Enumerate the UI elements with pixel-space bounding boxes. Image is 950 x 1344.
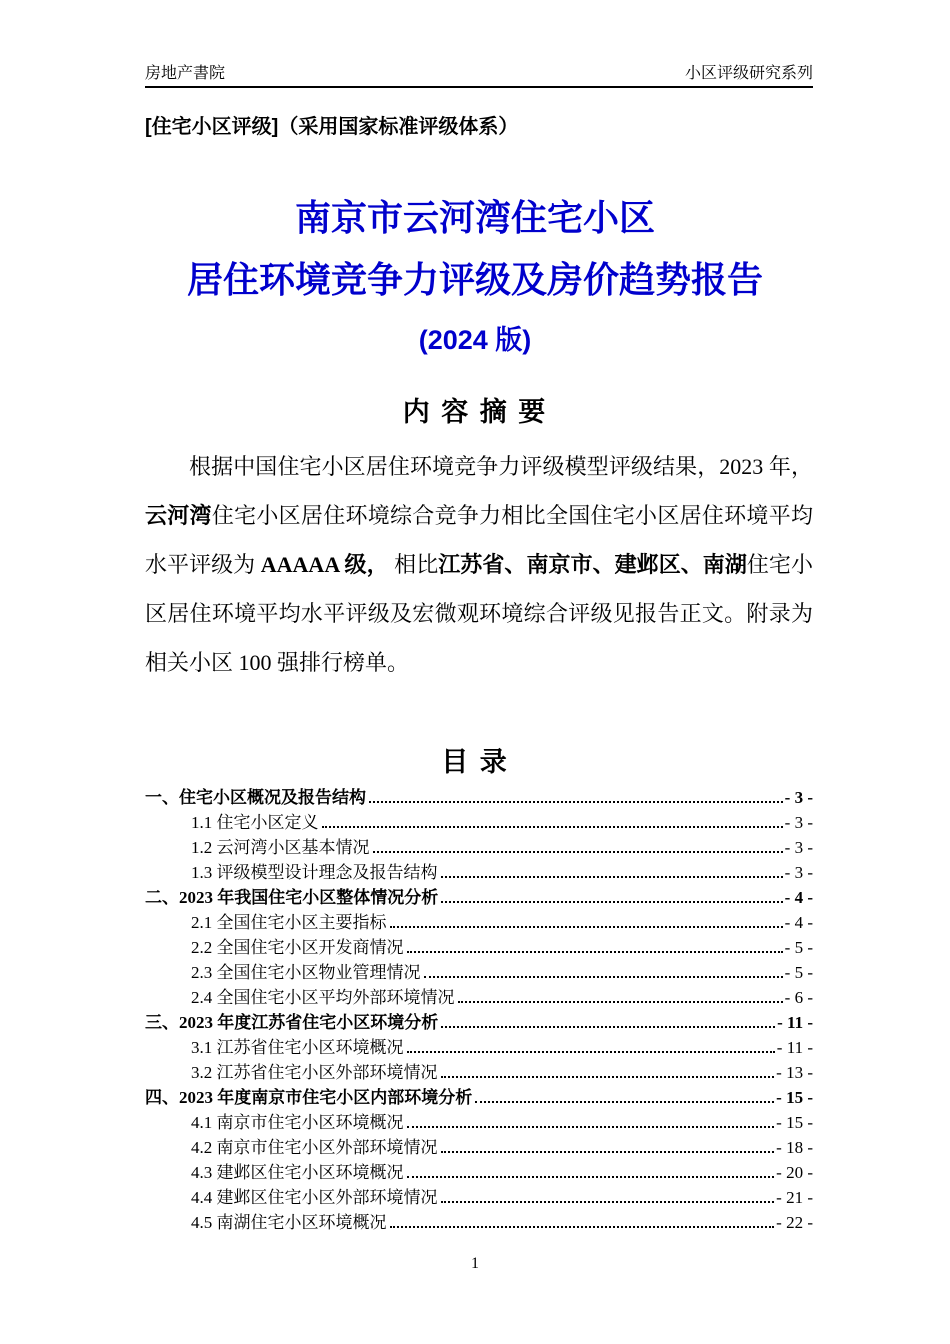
toc-leader-dots: [458, 1001, 783, 1003]
report-title-line2: 居住环境竞争力评级及房价趋势报告: [186, 259, 763, 300]
toc-item-label: 4.4 建邺区住宅小区外部环境情况: [191, 1188, 438, 1207]
toc-item[interactable]: [145, 835, 813, 860]
toc-item-label: 2.3 全国住宅小区物业管理情况: [191, 963, 421, 982]
toc-item-page: - 11 -: [776, 1038, 813, 1057]
toc-leader-dots: [373, 851, 783, 853]
toc-leader-dots: [441, 1076, 775, 1078]
toc-item[interactable]: [145, 860, 813, 885]
toc-leader-dots: [390, 926, 783, 928]
abstract-bold-text: 江苏省、南京市、建邺区、南湖: [438, 552, 747, 577]
report-edition: (2024 版): [418, 325, 532, 355]
toc-item-page: - 3 -: [784, 788, 813, 807]
report-title-line1: 南京市云河湾住宅小区: [294, 197, 655, 238]
toc-item-label: 1.1 住宅小区定义: [191, 813, 319, 832]
toc-item[interactable]: [145, 910, 813, 935]
abstract-paragraph: [145, 442, 813, 687]
toc-item[interactable]: [145, 785, 813, 810]
toc-item-page: - 5 -: [784, 963, 813, 982]
toc-item-label: 二、2023 年我国住宅小区整体情况分析: [145, 888, 439, 907]
toc-item-page: - 5 -: [784, 938, 813, 957]
toc-leader-dots: [407, 1176, 775, 1178]
toc-item-page: - 21 -: [776, 1188, 813, 1207]
toc-item-page: - 3 -: [784, 838, 813, 857]
toc-item-page: - 20 -: [776, 1163, 813, 1182]
toc-item-page: - 6 -: [784, 988, 813, 1007]
toc-item[interactable]: [145, 885, 813, 910]
toc-leader-dots: [441, 1201, 775, 1203]
toc-item[interactable]: [145, 935, 813, 960]
page-header: [145, 60, 813, 88]
toc-item-page: - 13 -: [776, 1063, 813, 1082]
toc-leader-dots: [390, 1226, 775, 1228]
toc-item-label: 三、2023 年度江苏省住宅小区环境分析: [145, 1013, 439, 1032]
abstract-text: 相比: [388, 552, 439, 577]
toc-item-label: 4.5 南湖住宅小区环境概况: [191, 1213, 387, 1232]
toc-list: [145, 785, 813, 1235]
toc-item-page: - 3 -: [784, 863, 813, 882]
abstract-text: 根据中国住宅小区居住环境竞争力评级模型评级结果，2023 年，: [189, 454, 813, 479]
toc-leader-dots: [407, 1126, 775, 1128]
toc-item[interactable]: [145, 810, 813, 835]
toc-item-label: 四、2023 年度南京市住宅小区内部环境分析: [145, 1088, 473, 1107]
toc-heading: 目 录: [441, 747, 509, 777]
toc-leader-dots: [441, 1151, 775, 1153]
toc-item-label: 1.3 评级模型设计理念及报告结构: [191, 863, 438, 882]
abstract-bold-text: 云河湾: [145, 503, 212, 528]
toc-leader-dots: [407, 1051, 775, 1053]
toc-item[interactable]: [145, 1160, 813, 1185]
toc-item-page: - 15 -: [776, 1113, 813, 1132]
toc-leader-dots: [407, 951, 783, 953]
abstract-text: 住宅小区居住环境平均水平评级及宏微观环境综合评级见报告正文。附录为相关小区 100 强排行榜单。: [145, 552, 813, 675]
toc-item-label: 4.1 南京市住宅小区环境概况: [191, 1113, 404, 1132]
header-left-text: 房地产書院: [145, 65, 226, 82]
toc-item-page: - 11 -: [777, 1013, 813, 1032]
toc-item[interactable]: [145, 1035, 813, 1060]
toc-item-label: 3.1 江苏省住宅小区环境概况: [191, 1038, 404, 1057]
toc-item-label: 一、住宅小区概况及报告结构: [145, 788, 366, 807]
toc-item[interactable]: [145, 985, 813, 1010]
toc-item-page: - 4 -: [784, 888, 813, 907]
page-number: 1: [471, 1255, 479, 1272]
toc-item-label: 2.1 全国住宅小区主要指标: [191, 913, 387, 932]
toc-leader-dots: [424, 976, 783, 978]
toc-leader-dots: [441, 1026, 775, 1028]
toc-item[interactable]: [145, 1185, 813, 1210]
toc-leader-dots: [322, 826, 783, 828]
abstract-heading: 内 容 摘 要: [402, 397, 548, 427]
toc-leader-dots: [369, 801, 783, 803]
toc-leader-dots: [441, 876, 783, 878]
toc-item-label: 3.2 江苏省住宅小区外部环境情况: [191, 1063, 438, 1082]
header-right-text: 小区评级研究系列: [684, 65, 813, 82]
toc-item[interactable]: [145, 1210, 813, 1235]
toc-item-page: - 18 -: [776, 1138, 813, 1157]
toc-item[interactable]: [145, 1010, 813, 1035]
toc-item-label: 2.4 全国住宅小区平均外部环境情况: [191, 988, 455, 1007]
toc-item-label: 1.2 云河湾小区基本情况: [191, 838, 370, 857]
toc-item-page: - 3 -: [784, 813, 813, 832]
toc-item-label: 2.2 全国住宅小区开发商情况: [191, 938, 404, 957]
toc-item-label: 4.2 南京市住宅小区外部环境情况: [191, 1138, 438, 1157]
abstract-bold-text: AAAAA 级，: [260, 552, 389, 577]
toc-leader-dots: [441, 901, 782, 903]
toc-item[interactable]: [145, 1110, 813, 1135]
toc-item[interactable]: [145, 1060, 813, 1085]
toc-item-page: - 15 -: [776, 1088, 813, 1107]
rating-system-note: [住宅小区评级]（采用国家标准评级体系）: [145, 116, 519, 138]
abstract-text: 住宅小区居住环境综合竞争力相比全国住宅小区居住环境平均水平评级为: [145, 503, 813, 577]
toc-leader-dots: [475, 1101, 774, 1103]
toc-item[interactable]: [145, 960, 813, 985]
toc-item-label: 4.3 建邺区住宅小区环境概况: [191, 1163, 404, 1182]
toc-item[interactable]: [145, 1135, 813, 1160]
toc-item[interactable]: [145, 1085, 813, 1110]
toc-item-page: - 22 -: [776, 1213, 813, 1232]
toc-item-page: - 4 -: [784, 913, 813, 932]
